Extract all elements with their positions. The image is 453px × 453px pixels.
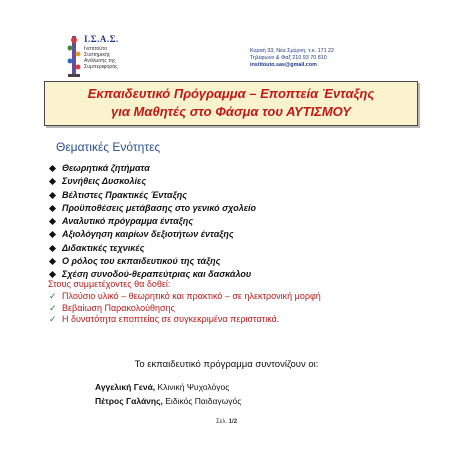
topic-text: Αξιολόγηση καιρίων δεξιοτήτων ένταξης <box>62 229 234 240</box>
title-box <box>44 81 418 126</box>
topic-text: Αναλυτικό πρόγραμμα ένταξης <box>62 216 193 227</box>
topic-text: Θεωρητικά ζητήματα <box>62 163 150 173</box>
topics-list <box>48 162 256 282</box>
title-line-2: για Μαθητές στο Φάσμα του ΑΥΤΙΣΜΟΥ <box>111 104 351 119</box>
coordinator-name: Πέτρος Γαλάνης, <box>95 396 163 406</box>
address: Κοραή 33, Νέα Σμύρνη, τ.κ. 171 22 <box>250 48 335 54</box>
logo-title: Ι.Σ.Α.Σ. <box>84 34 119 44</box>
diamond-bullet-icon <box>49 258 56 265</box>
logo-figure-icon <box>66 34 82 78</box>
logo-line: Ινστιτούτο <box>84 46 107 52</box>
checkmark-icon: ✓ <box>49 291 57 301</box>
section-title: Θεματικές Ενότητες <box>56 140 161 154</box>
institute-logo <box>66 34 152 78</box>
offers-intro: Στους συμμετέχοντες θα δοθεί: <box>48 279 171 289</box>
topic-text: Βέλτιστες Πρακτικές Ένταξης <box>62 189 187 200</box>
coordinator-entry <box>95 395 241 407</box>
coordinator-role: Ειδικός Παιδαγωγός <box>165 396 242 406</box>
offer-text: Βεβαίωση Παρακολούθησης <box>62 302 175 313</box>
topic-item <box>48 255 256 268</box>
page-label: Σελ. <box>215 419 228 425</box>
topic-text: Συνήθεις Δυσκολίες <box>62 176 147 187</box>
checkmark-icon: ✓ <box>49 302 57 313</box>
logo-line: Συστημικής <box>84 52 111 58</box>
offer-item <box>48 303 418 315</box>
diamond-bullet-icon <box>49 205 56 212</box>
topic-text: Ο ρόλος του εκπαιδευτικού της τάξης <box>62 256 221 267</box>
offers-list <box>48 291 418 326</box>
coordinators-intro: Το εκπαιδευτικό πρόγραμμα συντονίζουν οι: <box>134 359 319 370</box>
title-line-1: Εκπαιδευτικό Πρόγραμμα – Εποπτεία Ένταξης <box>87 86 375 101</box>
page-value: 1/2 <box>228 419 238 425</box>
topic-text: Διδακτικές τεχνικές <box>62 242 145 253</box>
topic-item <box>48 175 256 188</box>
diamond-bullet-icon <box>49 165 56 172</box>
diamond-bullet-icon <box>49 192 56 199</box>
diamond-bullet-icon <box>49 218 56 225</box>
topic-text: Προϋποθέσεις μετάβασης στο γενικό σχολείο <box>62 202 257 213</box>
diamond-bullet-icon <box>49 178 56 185</box>
topic-item <box>48 162 256 175</box>
diamond-bullet-icon <box>49 245 56 252</box>
phone: Τηλέφωνο & Φαξ 210 93 70 810 <box>250 55 327 61</box>
page-number <box>0 419 453 425</box>
coordinator-role: Κλινική Ψυχολόγος <box>157 382 230 392</box>
topic-item <box>48 202 256 215</box>
coordinator-name: Αγγελική Γενά, <box>95 382 156 392</box>
topic-item <box>48 242 256 255</box>
topic-item <box>48 189 256 202</box>
offer-text: Πλούσιο υλικό – θεωρητικό και πρακτικό – σε ηλεκτρονική μορφή <box>62 291 321 301</box>
logo-line: Ανάλυσης της <box>84 58 116 64</box>
offer-item <box>48 314 418 326</box>
offer-text: Η δυνατότητα εποπτείας σε συγκεκριμένα περιστατικά. <box>62 314 280 324</box>
checkmark-icon: ✓ <box>49 314 57 324</box>
contact-info <box>250 48 334 69</box>
topic-item <box>48 215 256 228</box>
topic-text: Σχέση συνοδού-θεραπεύτριας και δασκάλου <box>62 269 252 280</box>
logo-line: Συμπεριφοράς <box>84 64 118 70</box>
diamond-bullet-icon <box>49 271 56 278</box>
email-link[interactable]: institouto.sas@gmail.com <box>250 62 317 68</box>
topic-item <box>48 228 256 241</box>
diamond-bullet-icon <box>49 231 56 238</box>
offer-item <box>48 291 418 303</box>
coordinator-entry <box>95 381 229 393</box>
